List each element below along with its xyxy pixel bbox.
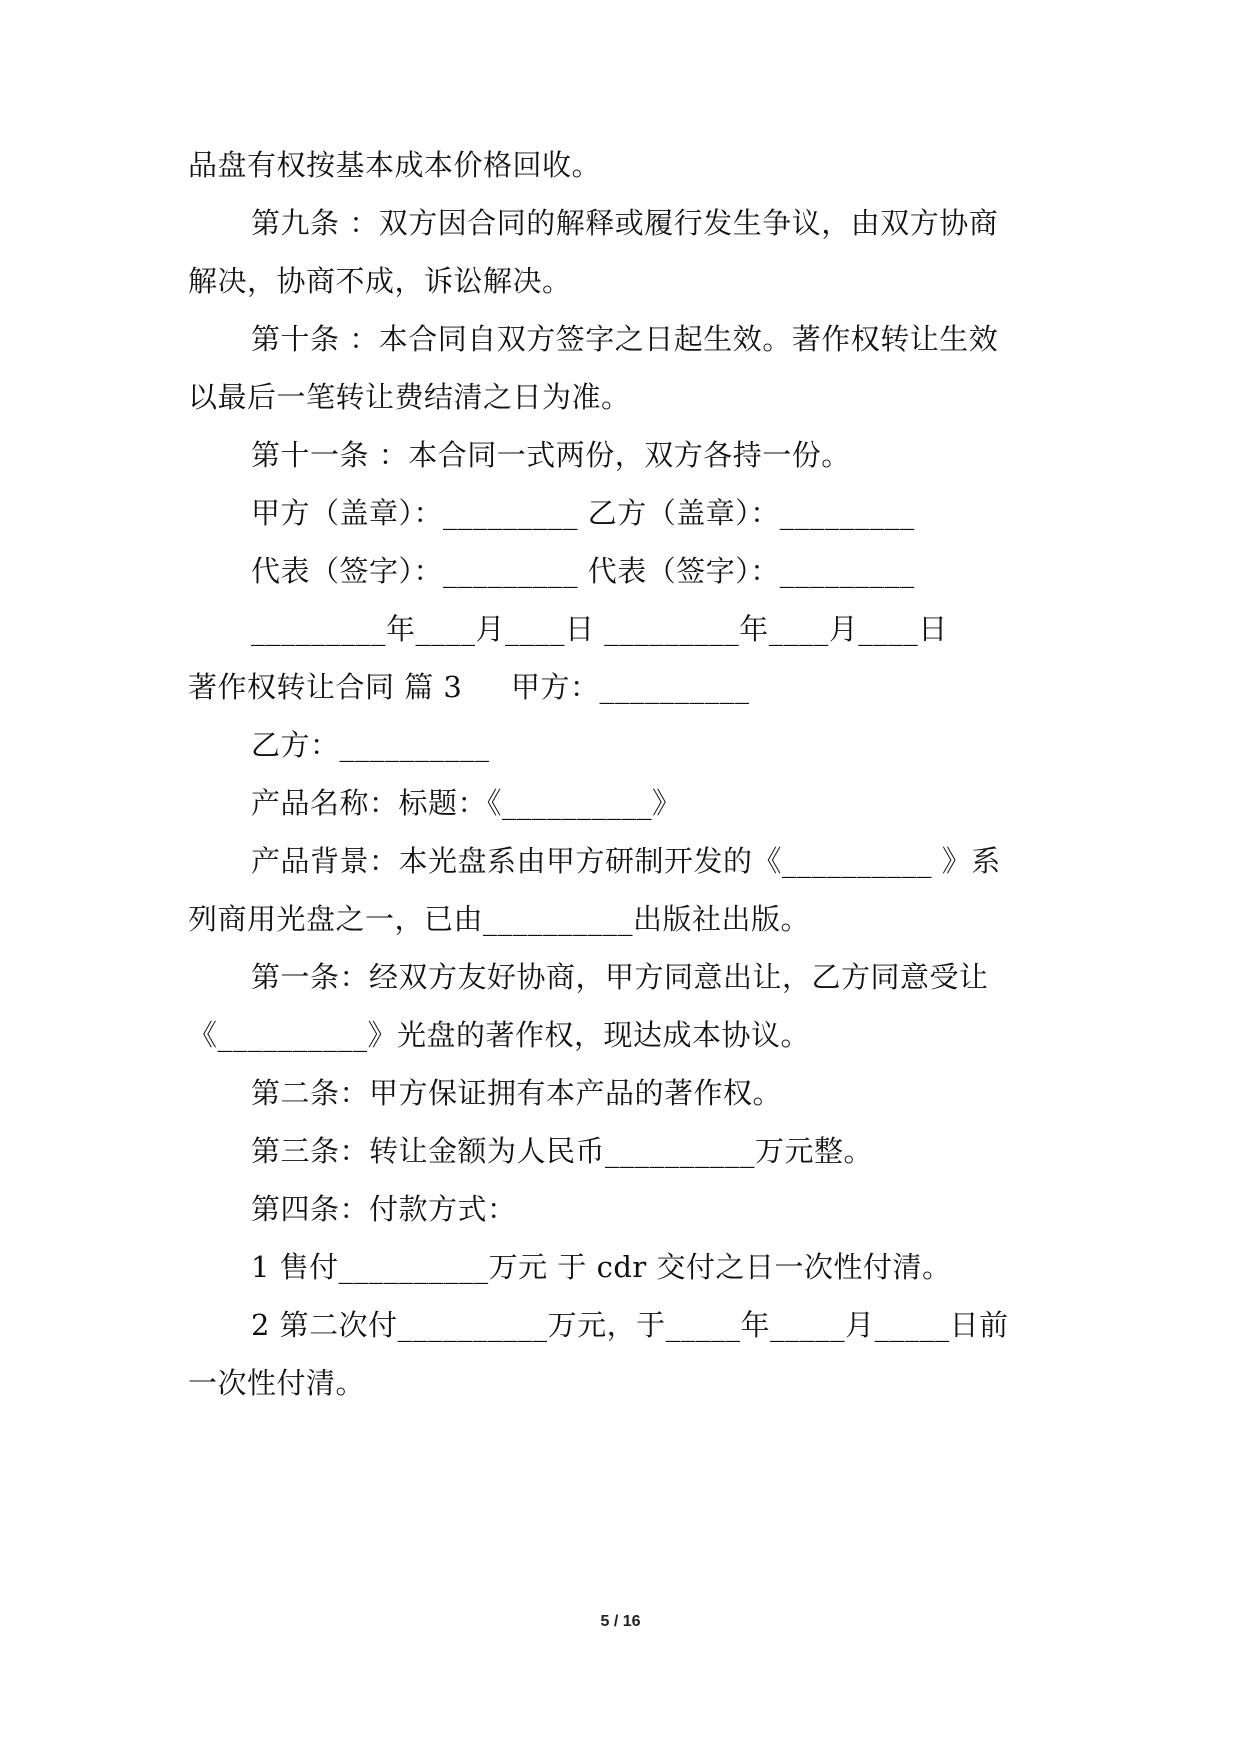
article-10-line: 第十条 ：本合同自双方签字之日起生效。著作权转让生效 [251, 322, 999, 356]
date-line: _________年____月____日 _________年____月____日 [251, 612, 948, 646]
product-name-line: 产品名称：标题：《__________》 [251, 786, 682, 820]
representative-signature-line: 代表（签字）：_________ 代表（签字）：_________ [251, 554, 915, 588]
article-2-line: 第二条：甲方保证拥有本产品的著作权。 [251, 1076, 783, 1110]
article-11-line: 第十一条 ：本合同一式两份，双方各持一份。 [251, 438, 851, 472]
product-background-line: 产品背景：本光盘系由甲方研制开发的《__________ 》系 [251, 844, 1001, 878]
article-1-line: 第一条：经双方友好协商，甲方同意出让，乙方同意受让 [251, 960, 989, 994]
payment-item-2: 2 第二次付__________万元，于_____年_____月_____日前 [251, 1308, 1009, 1342]
text-line: 一次性付清。 [188, 1366, 366, 1400]
text-line: 以最后一笔转让费结清之日为准。 [188, 380, 631, 414]
party-seal-line: 甲方（盖章）：_________ 乙方（盖章）：_________ [251, 496, 915, 530]
text-line: 《__________》光盘的著作权，现达成本协议。 [188, 1018, 811, 1052]
article-9-line: 第九条 ：双方因合同的解释或履行发生争议，由双方协商 [251, 206, 999, 240]
page-number: 5 / 16 [600, 1613, 641, 1630]
payment-item-1: 1 售付__________万元 于 cdr 交付之日一次性付清。 [251, 1250, 952, 1284]
text-line: 解决，协商不成，诉讼解决。 [188, 264, 572, 298]
article-4-line: 第四条：付款方式： [251, 1192, 517, 1226]
contract-section-title: 著作权转让合同 篇 3 甲方：__________ [188, 670, 750, 704]
party-b-line: 乙方：__________ [251, 728, 490, 762]
text-line: 列商用光盘之一，已由__________出版社出版。 [188, 902, 811, 936]
article-3-line: 第三条：转让金额为人民币__________万元整。 [251, 1134, 874, 1168]
text-line: 品盘有权按基本成本价格回收。 [188, 148, 602, 182]
